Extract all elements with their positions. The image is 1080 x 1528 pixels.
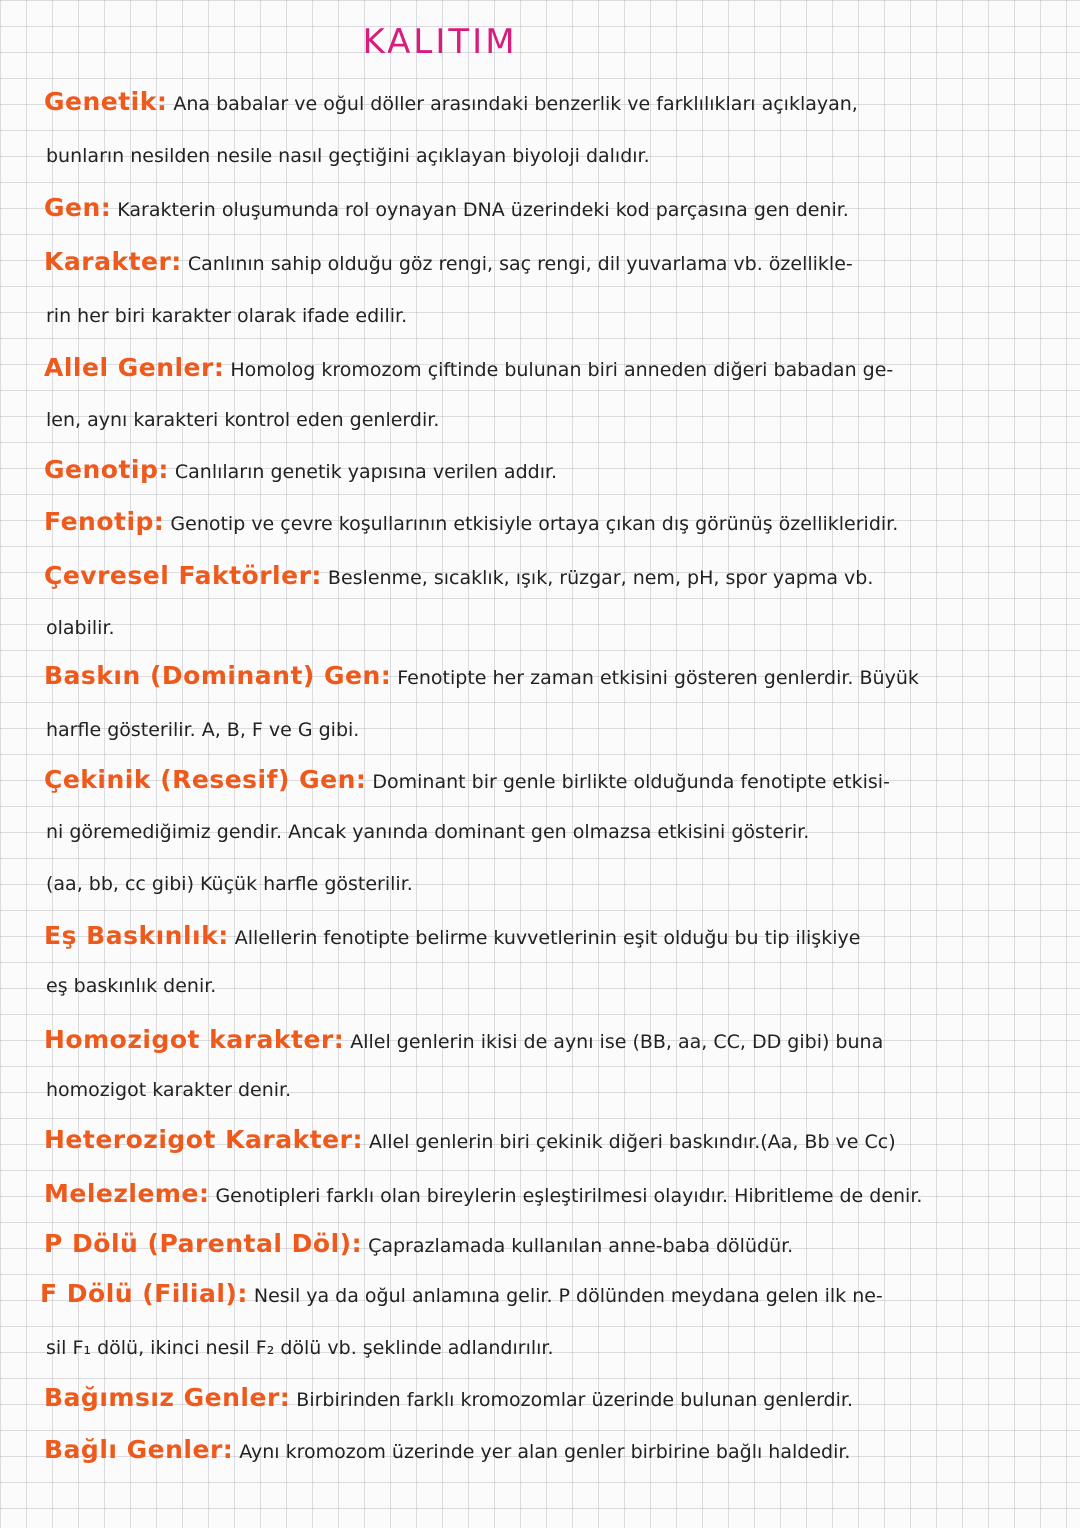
definition-f-dolu — [40, 1276, 1060, 1312]
definition-text: Homolog kromozom çiftinde bulunan biri anneden diğeri babadan ge- — [230, 359, 894, 381]
term: Çekinik (Resesif) Gen: — [44, 765, 367, 794]
definition-text: Genotip ve çevre koşullarının etkisiyle ortaya çıkan dış görünüş özellikleridir. — [170, 513, 899, 535]
definition-continuation — [46, 402, 1066, 438]
term: Genotip: — [44, 455, 169, 484]
definition-text: homozigot karakter denir. — [46, 1079, 292, 1101]
term: Gen: — [44, 193, 112, 222]
term: Eş Baskınlık: — [44, 921, 229, 950]
definition-continuation — [46, 866, 1066, 902]
definition-continuation — [46, 138, 1066, 174]
definition-text: sil F₁ dölü, ikinci nesil F₂ dölü vb. şeklinde adlandırılır. — [46, 1337, 554, 1359]
term: Genetik: — [44, 87, 168, 116]
term: Bağımsız Genler: — [44, 1383, 291, 1412]
definition-melezleme — [44, 1176, 1064, 1212]
term: P Dölü (Parental Döl): — [44, 1229, 363, 1258]
term: Karakter: — [44, 247, 182, 276]
definition-text: Genotipleri farklı olan bireylerin eşleştirilmesi olayıdır. Hibritleme de denir. — [215, 1185, 923, 1207]
definition-text: Nesil ya da oğul anlamına gelir. P dölünden meydana gelen ilk ne- — [253, 1285, 883, 1307]
term: Çevresel Faktörler: — [44, 561, 322, 590]
definition-text: Birbirinden farklı kromozomlar üzerinde bulunan genlerdir. — [296, 1389, 853, 1411]
definition-text: Beslenme, sıcaklık, ışık, rüzgar, nem, pH, spor yapma vb. — [327, 567, 874, 589]
definition-bagimsiz-genler — [44, 1380, 1064, 1416]
definition-text: rin her biri karakter olarak ifade edilir. — [46, 305, 408, 327]
term: Allel Genler: — [44, 353, 225, 382]
definition-cekinik-gen — [44, 762, 1064, 798]
definition-text: Karakterin oluşumunda rol oynayan DNA üzerindeki kod parçasına gen denir. — [117, 199, 849, 221]
definition-text: Dominant bir genle birlikte olduğunda fenotipte etkisi- — [372, 771, 890, 793]
definition-text: Çaprazlamada kullanılan anne-baba dölüdür. — [368, 1235, 794, 1257]
definition-bagli-genler — [44, 1432, 1064, 1468]
definition-es-baskinlik — [44, 918, 1064, 954]
definition-p-dolu — [44, 1226, 1064, 1262]
page-title: KALITIM — [362, 22, 518, 62]
term: Heterozigot Karakter: — [44, 1125, 363, 1154]
definition-text: Allel genlerin biri çekinik diğeri baskındır.(Aa, Bb ve Cc) — [368, 1131, 896, 1153]
definition-text: Ana babalar ve oğul döller arasındaki benzerlik ve farklılıkları açıklayan, — [173, 93, 858, 115]
definition-genotip — [44, 452, 1064, 488]
definition-cevresel-faktorler — [44, 558, 1064, 594]
definition-fenotip — [44, 504, 1064, 540]
term: Fenotip: — [44, 507, 165, 536]
definition-continuation — [46, 712, 1066, 748]
definition-continuation — [46, 298, 1066, 334]
definition-continuation — [46, 968, 1066, 1004]
definition-text: ni göremediğimiz gendir. Ancak yanında dominant gen olmazsa etkisini gösterir. — [46, 821, 810, 843]
definition-text: Fenotipte her zaman etkisini gösteren genlerdir. Büyük — [397, 667, 919, 689]
term: F Dölü (Filial): — [40, 1279, 248, 1308]
term: Homozigot karakter: — [44, 1025, 345, 1054]
definition-allel-genler — [44, 350, 1064, 386]
definition-text: harfle gösterilir. A, B, F ve G gibi. — [46, 719, 360, 741]
definition-gen — [44, 190, 1064, 226]
definition-homozigot — [44, 1022, 1064, 1058]
definition-text: (aa, bb, cc gibi) Küçük harfle gösterilir. — [46, 873, 413, 895]
definition-text: Aynı kromozom üzerinde yer alan genler birbirine bağlı haldedir. — [239, 1441, 851, 1463]
definition-text: bunların nesilden nesile nasıl geçtiğini açıklayan biyoloji dalıdır. — [46, 145, 650, 167]
definition-continuation — [46, 610, 1066, 646]
definition-text: olabilir. — [46, 617, 115, 639]
definition-text: Canlının sahip olduğu göz rengi, saç rengi, dil yuvarlama vb. özellikle- — [187, 253, 853, 275]
definition-karakter — [44, 244, 1064, 280]
definition-continuation — [46, 1330, 1066, 1366]
definition-heterozigot — [44, 1122, 1064, 1158]
term: Melezleme: — [44, 1179, 210, 1208]
definition-text: eş baskınlık denir. — [46, 975, 217, 997]
definition-text: Allel genlerin ikisi de aynı ise (BB, aa, CC, DD gibi) buna — [350, 1031, 884, 1053]
definition-baskin-gen — [44, 658, 1064, 694]
term: Bağlı Genler: — [44, 1435, 234, 1464]
term: Baskın (Dominant) Gen: — [44, 661, 392, 690]
definition-text: Canlıların genetik yapısına verilen addır. — [174, 461, 558, 483]
definition-continuation — [46, 1072, 1066, 1108]
definition-genetik — [44, 84, 1064, 120]
definition-continuation — [46, 814, 1066, 850]
definition-text: Allellerin fenotipte belirme kuvvetlerinin eşit olduğu bu tip ilişkiye — [234, 927, 861, 949]
definition-text: len, aynı karakteri kontrol eden genlerdir. — [46, 409, 440, 431]
